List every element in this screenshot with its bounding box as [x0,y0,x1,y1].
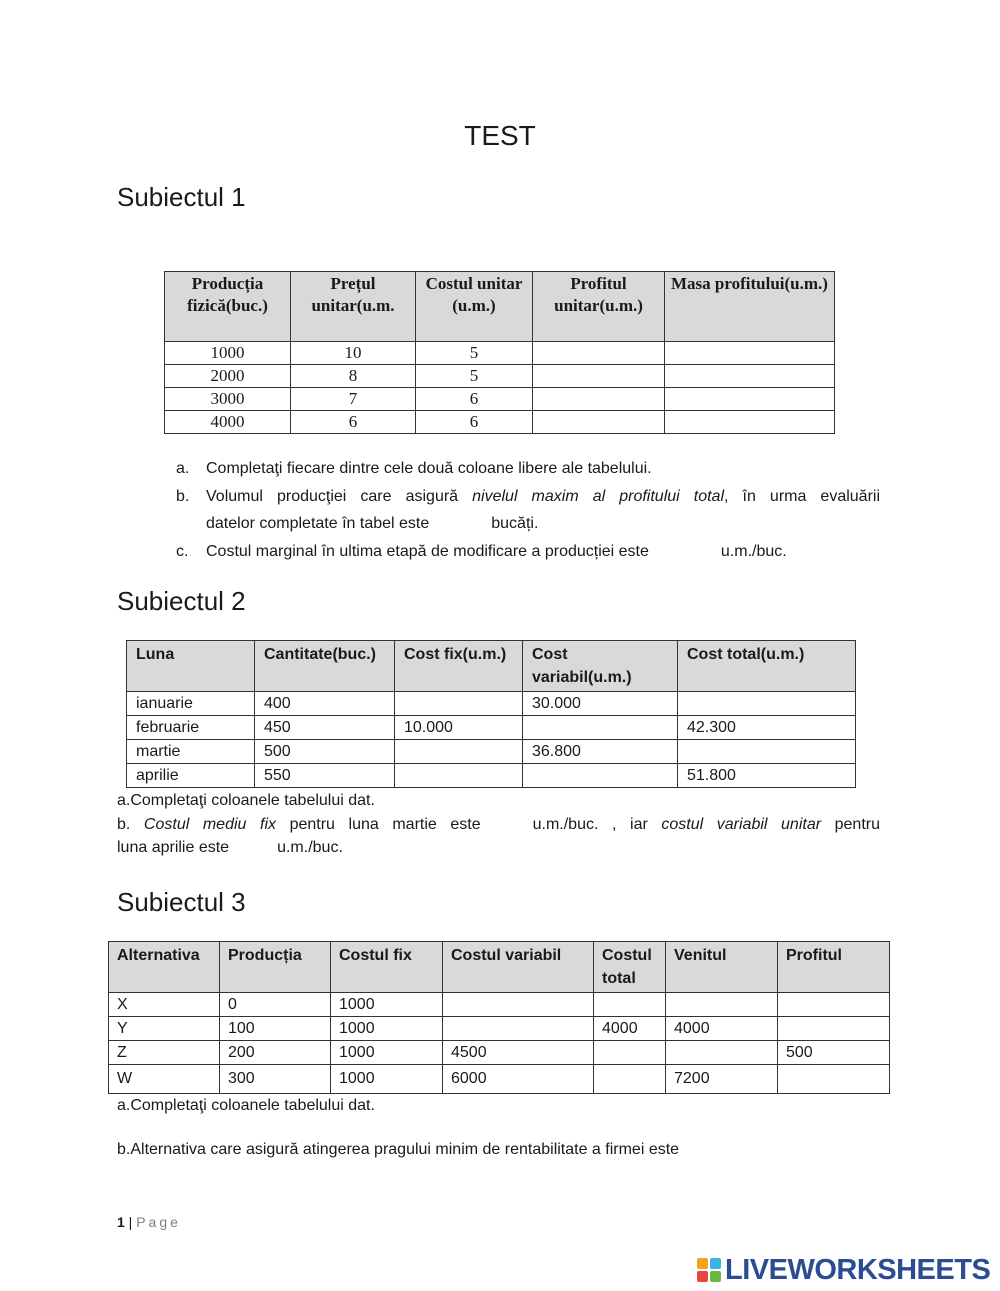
cell: aprilie [127,764,255,788]
cell: 5 [416,342,533,365]
brand-name: LIVEWORKSHEETS [725,1253,991,1286]
header-cell: Profitul [778,942,890,993]
cell: X [109,993,220,1017]
header-cell: Alternativa [109,942,220,993]
cell: 1000 [165,342,291,365]
cell: 1000 [331,1041,443,1065]
cell: 4000 [165,411,291,434]
question-text: , iar [612,816,648,833]
answer-cell[interactable] [395,740,523,764]
answer-cell[interactable] [443,993,594,1017]
question-3b: b.Alternativa care asigură atingerea pragului minim de rentabilitate a firmei este [117,1141,680,1158]
cell: 1000 [331,1017,443,1041]
unit-text: u.m./buc. [720,543,787,560]
answer-cell[interactable] [665,342,835,365]
question-text: Completaţi fiecare dintre cele două coloane libere ale tabelului. [206,460,652,477]
cell: 10.000 [395,716,523,740]
cell: 0 [220,993,331,1017]
list-label: a. [176,460,190,477]
answer-cell[interactable] [665,411,835,434]
question-2a: a.Completaţi coloanele tabelului dat. [117,792,375,809]
cell: 500 [778,1041,890,1065]
question-1c [0,538,1000,565]
table-row [165,388,835,411]
table-header-row [127,641,856,692]
header-cell: Costul unitar (u.m.) [416,272,533,342]
question-text-line [206,483,880,510]
unit-text: u.m./buc. [277,839,343,856]
header-cell: Costul total [594,942,666,993]
table-row [165,365,835,388]
question-text: b. [117,816,131,833]
table-subiectul-3 [108,941,890,1094]
answer-cell[interactable] [594,1041,666,1065]
table-row [109,1041,890,1065]
cell: 4500 [443,1041,594,1065]
page-footer [117,1214,181,1230]
cell: 550 [255,764,395,788]
cell: Z [109,1041,220,1065]
header-cell: Producția [220,942,331,993]
cell: 42.300 [678,716,856,740]
table-subiectul-2 [126,640,856,788]
answer-cell[interactable] [533,388,665,411]
question-text: pentru [834,816,880,833]
table-row [127,740,856,764]
answer-cell[interactable] [395,764,523,788]
cell: 51.800 [678,764,856,788]
page-title: TEST [464,120,536,151]
answer-cell[interactable] [395,692,523,716]
cell: 8 [291,365,416,388]
table-subiectul-1 [164,271,835,434]
header-cell: Venitul [666,942,778,993]
unit-text: u.m./buc. [532,816,599,833]
answer-cell[interactable] [533,342,665,365]
answer-cell[interactable] [533,411,665,434]
question-text-line [206,538,880,565]
answer-cell[interactable] [533,365,665,388]
table-row [165,342,835,365]
logo-tile [697,1271,708,1282]
cell: W [109,1065,220,1094]
cell: 4000 [666,1017,778,1041]
cell: 6 [416,411,533,434]
cell: 6 [291,411,416,434]
header-cell: Luna [127,641,255,692]
table-row [127,692,856,716]
logo-tile [710,1271,721,1282]
list-label: b. [176,488,190,505]
cell: 1000 [331,993,443,1017]
question-1a [0,455,1000,482]
cell: 4000 [594,1017,666,1041]
cell: 3000 [165,388,291,411]
cell: 200 [220,1041,331,1065]
cell: 300 [220,1065,331,1094]
question-text: luna aprilie este [117,839,230,856]
header-cell: Costul fix [331,942,443,993]
question-text: Costul marginal în ultima etapă de modificare a producției este [206,543,649,560]
table-row [165,411,835,434]
header-cell: Cost variabil(u.m.) [523,641,678,692]
header-cell: Masa profitului(u.m.) [665,272,835,342]
question-2b-line1 [117,813,880,836]
section-heading-2: Subiectul 2 [117,586,246,616]
liveworksheets-logo [697,1255,990,1285]
table-row [109,993,890,1017]
answer-cell[interactable] [523,764,678,788]
cell: 6 [416,388,533,411]
cell: 10 [291,342,416,365]
cell: 36.800 [523,740,678,764]
header-cell: Cost total(u.m.) [678,641,856,692]
page-label: Page [136,1214,181,1230]
question-3a: a.Completaţi coloanele tabelului dat. [117,1097,375,1114]
table-row [109,1017,890,1041]
list-label: c. [176,543,189,560]
table-row [127,764,856,788]
question-emphasis: nivelul maxim al profitului total [472,488,725,505]
cell: 7 [291,388,416,411]
table-row [109,1065,890,1094]
answer-cell[interactable] [665,388,835,411]
page-number: 1 [117,1214,125,1230]
header-cell: Producția fizică(buc.) [165,272,291,342]
header-cell: Prețul unitar(u.m. [291,272,416,342]
question-emphasis: Costul mediu fix [143,816,276,833]
question-text-line [206,510,880,537]
answer-cell[interactable] [778,993,890,1017]
footer-separator: | [124,1214,137,1230]
cell: 2000 [165,365,291,388]
question-text: , în urma evaluării [724,488,881,505]
cell: februarie [127,716,255,740]
answer-cell[interactable] [594,1065,666,1094]
cell: 500 [255,740,395,764]
header-cell: Cantitate(buc.) [255,641,395,692]
question-text: datelor completate în tabel este [206,515,430,532]
section-heading-1: Subiectul 1 [117,182,246,212]
answer-cell[interactable] [666,993,778,1017]
answer-cell[interactable] [523,716,678,740]
table-header-row [165,272,835,342]
table-header-row [109,942,890,993]
cell: 100 [220,1017,331,1041]
cell: 5 [416,365,533,388]
section-heading-3: Subiectul 3 [117,887,246,917]
question-emphasis: costul variabil unitar [661,816,822,833]
answer-cell[interactable] [778,1017,890,1041]
cell: 1000 [331,1065,443,1094]
logo-tile [697,1258,708,1269]
logo-tiles-icon [697,1258,721,1282]
answer-cell[interactable] [678,692,856,716]
answer-cell[interactable] [666,1041,778,1065]
unit-text: bucăți. [491,515,539,532]
cell: 400 [255,692,395,716]
answer-cell[interactable] [678,740,856,764]
header-cell: Profitul unitar(u.m.) [533,272,665,342]
cell: martie [127,740,255,764]
header-cell: Cost fix(u.m.) [395,641,523,692]
answer-cell[interactable] [594,993,666,1017]
logo-tile [710,1258,721,1269]
table-row [127,716,856,740]
cell: 450 [255,716,395,740]
question-text: pentru luna martie este [289,816,481,833]
answer-cell[interactable] [443,1017,594,1041]
header-cell: Costul variabil [443,942,594,993]
question-1b [0,483,1000,537]
question-text: Volumul producţiei care asigură [206,488,459,505]
question-2b-line2 [117,836,880,859]
answer-cell[interactable] [778,1065,890,1094]
cell: 30.000 [523,692,678,716]
cell: 7200 [666,1065,778,1094]
cell: 6000 [443,1065,594,1094]
cell: Y [109,1017,220,1041]
answer-cell[interactable] [665,365,835,388]
cell: ianuarie [127,692,255,716]
